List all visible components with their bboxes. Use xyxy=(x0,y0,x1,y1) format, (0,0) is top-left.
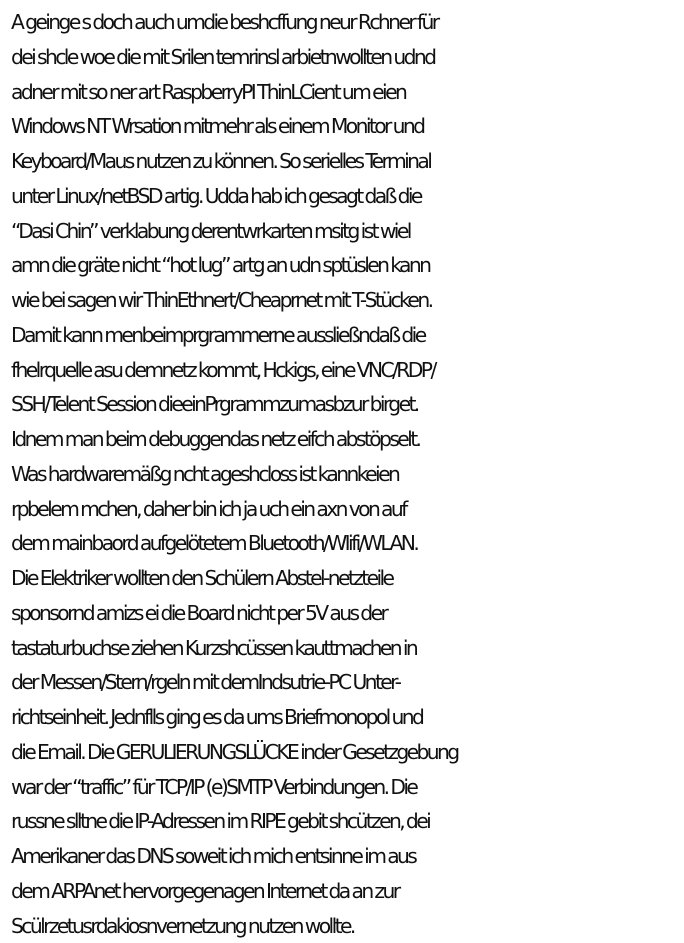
text-line: war der “traffic” für TCP/IP (e)SMTP Verbindungen. Die xyxy=(11,770,679,805)
text-line: tastaturbuchse ziehen Kurzshcüssen kauttmachen in xyxy=(11,631,679,666)
text-line: dem mainbaord aufgelötetem Bluetooth/WIifi/WLAN. xyxy=(11,526,679,561)
text-line: rpbelem mchen, daher bin ich ja uch ein axn von auf xyxy=(11,492,679,527)
text-line: Scülrzetusrdakiosnvernetzung nutzen wollte. xyxy=(11,909,679,943)
text-line: amn die gräte nicht “hot lug” artg an udn sptüslen kann xyxy=(11,248,679,283)
text-line: fhelrquelle asu demnetz kommt, Hckigs, eine VNC/RDP/ xyxy=(11,353,679,388)
text-line: wie bei sagen wir ThinEthnert/Cheaprnet mit T-Stücken. xyxy=(11,283,679,318)
text-line: adner mit so ner art RaspberryPI ThinLCient um eien xyxy=(11,75,679,110)
text-line: dei shcle woe die mit Srilen temrinsl arbietnwollten udnd xyxy=(11,40,679,75)
text-line: Damit kann menbeimprgrammerne aussließndaß die xyxy=(11,318,679,353)
text-line: die Email. Die GERULIERUNGSLÜCKE inder Gesetzgebung xyxy=(11,735,679,770)
document-page xyxy=(11,5,679,943)
text-line: richtseinheit. Jednflls ging es da ums Briefmonopol und xyxy=(11,700,679,735)
text-line: dem ARPAnet hervorgegenagen Internet da an zur xyxy=(11,874,679,909)
text-line: “Dasi Chin” verklabung derentwrkarten msitg ist wiel xyxy=(11,214,679,249)
text-line: Was hardwaremäßg ncht ageshcloss ist kannkeien xyxy=(11,457,679,492)
text-line: Idnem man beim debuggendas netz eifch abstöpselt. xyxy=(11,422,679,457)
text-line: Die Elektriker wollten den Schülern Abstel-netzteile xyxy=(11,561,679,596)
text-line: sponsornd amizs ei die Board nicht per 5V aus der xyxy=(11,596,679,631)
text-line: Windows NT Wrsation mitmehr als einem Monitor und xyxy=(11,109,679,144)
text-line: Keyboard/Maus nutzen zu können. So serielles Terminal xyxy=(11,144,679,179)
body-text xyxy=(11,5,679,943)
text-line: A geinge s doch auch umdie beshcffung neur Rchner für xyxy=(11,5,679,40)
text-line: der Messen/Stern/rgeln mit demIndsutrie-PC Unter- xyxy=(11,665,679,700)
text-line: SSH/Telent Session dieeinPrgrammzumasbzur birget. xyxy=(11,387,679,422)
text-line: unter Linux/netBSD artig. Udda hab ich gesagt daß die xyxy=(11,179,679,214)
text-line: russne slltne die IP-Adressen im RIPE gebit shcützen, dei xyxy=(11,804,679,839)
text-line: Amerikaner das DNS soweit ich mich entsinne im aus xyxy=(11,839,679,874)
